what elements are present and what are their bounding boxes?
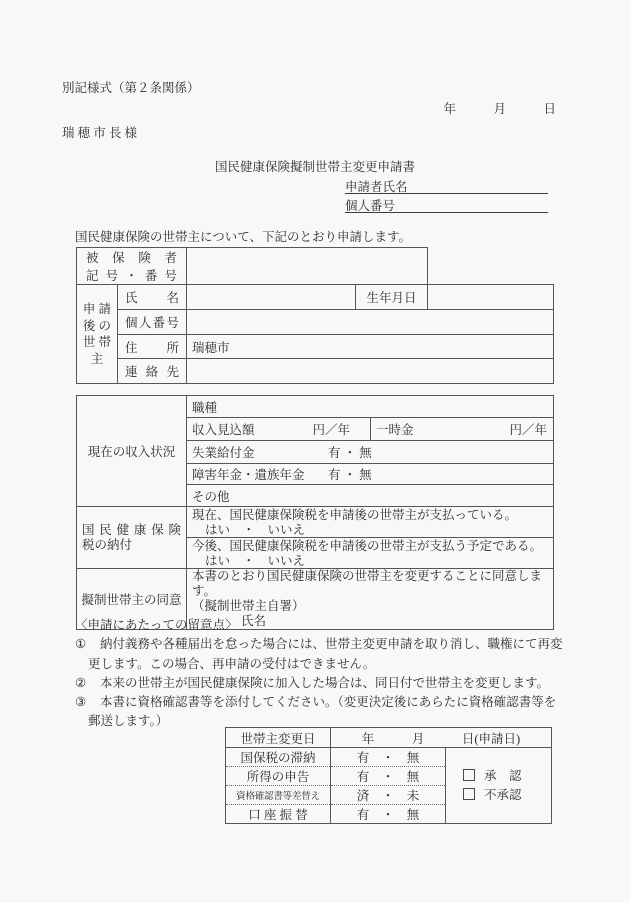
account-transfer-label: 口 座 振 替 bbox=[226, 805, 331, 824]
personal-number-label: 個人番号 bbox=[345, 199, 396, 213]
certificate-replace-label: 資格確認書等差替え bbox=[226, 786, 331, 805]
reject-checkbox bbox=[463, 788, 475, 800]
date-line: 年 月 日 bbox=[443, 102, 556, 116]
note-1: ① 納付義務や各種届出を怠った場合には、世帯主変更申請を取り消し、職権にて再変 bbox=[75, 635, 555, 654]
change-date-value: 年 月 日(申請日) bbox=[331, 728, 552, 748]
consent-name-label: 氏名 bbox=[241, 614, 267, 629]
contact-label: 連絡先 bbox=[118, 359, 187, 384]
income-tax-consent-table bbox=[76, 395, 554, 630]
lump-sum-label: 一時金 bbox=[376, 423, 414, 437]
approve-row bbox=[463, 767, 551, 786]
occupation-row: 職種 bbox=[187, 396, 554, 418]
form-reference: 別記様式（第２条関係） bbox=[62, 81, 200, 95]
pension-label: 障害年金・遺族年金 bbox=[192, 468, 305, 482]
change-date-label: 世帯主変更日 bbox=[226, 728, 331, 748]
income-report-label: 所得の申告 bbox=[226, 767, 331, 786]
lump-sum-unit: 円／年 bbox=[509, 423, 547, 437]
note-3-continued: 郵送します。） bbox=[88, 714, 169, 729]
other-row: その他 bbox=[187, 485, 554, 507]
personal-no-row-label: 個人番号 bbox=[118, 310, 187, 335]
certificate-replace-options: 済 ・ 未 bbox=[331, 786, 446, 805]
blank-area bbox=[428, 248, 554, 285]
nhi-tax-payment-section-label: 国民健康保険 税の納付 bbox=[77, 507, 187, 569]
form-title: 国民健康保険擬制世帯主変更申請書 bbox=[214, 160, 415, 174]
personal-no-row-value bbox=[187, 310, 554, 335]
unemployment-benefit-options: 有 ・ 無 bbox=[328, 446, 372, 460]
approval-cell bbox=[446, 748, 552, 824]
income-report-options: 有 ・ 無 bbox=[331, 767, 446, 786]
paying-now-row bbox=[187, 507, 554, 538]
paying-now-statement: 現在、国民健康保険税を申請後の世帯主が支払っている。 bbox=[192, 508, 518, 522]
intro-sentence: 国民健康保険の世帯主について、下記のとおり申請します。 bbox=[75, 230, 412, 244]
deemed-head-consent-section-label: 擬制世帯主の同意 bbox=[77, 569, 187, 630]
current-income-section-label: 現在の収入状況 bbox=[77, 396, 187, 507]
tax-arrears-label: 国保税の滞納 bbox=[226, 748, 331, 767]
addressee: 瑞 穂 市 長 様 bbox=[62, 126, 138, 140]
post-application-head-label: 申 請 後 の 世 帯 主 bbox=[77, 285, 118, 384]
consent-statement: 本書のとおり国民健康保険の世帯主を変更することに同意します。 bbox=[192, 569, 543, 599]
note-3: ③ 本書に資格確認書等を添付してください。（変更決定後にあらたに資格確認書等を bbox=[75, 693, 555, 712]
personal-number-field bbox=[345, 196, 548, 213]
address-label: 住所 bbox=[118, 335, 187, 359]
insured-symbol-number-label: 被保険者 記号・番号 bbox=[77, 248, 187, 285]
expected-income-cell bbox=[187, 418, 371, 441]
paying-future-statement: 今後、国民健康保険税を申請後の世帯主が支払う予定である。 bbox=[192, 539, 543, 554]
lump-sum-cell bbox=[371, 418, 554, 441]
paying-future-options: はい ・ いいえ bbox=[205, 553, 306, 568]
note-2-number: ② bbox=[75, 675, 87, 690]
office-use-table bbox=[225, 727, 552, 824]
note-3-number: ③ bbox=[75, 695, 87, 710]
notes-section bbox=[75, 616, 563, 732]
notes-heading: 〈申請にあたっての留意点〉 bbox=[75, 618, 238, 632]
unemployment-benefit-row bbox=[187, 441, 554, 464]
household-table bbox=[76, 247, 554, 384]
applicant-name-field bbox=[345, 177, 548, 194]
expected-income-unit: 円／年 bbox=[312, 423, 350, 437]
tax-arrears-options: 有 ・ 無 bbox=[331, 748, 446, 767]
birthdate-label: 生年月日 bbox=[356, 285, 428, 310]
paying-future-row bbox=[187, 538, 554, 569]
address-value: 瑞穂市 bbox=[187, 335, 554, 359]
approve-label: 承 認 bbox=[484, 768, 522, 783]
birthdate-value bbox=[428, 285, 554, 310]
account-transfer-options: 有 ・ 無 bbox=[331, 805, 446, 824]
pension-options: 有 ・ 無 bbox=[328, 468, 372, 482]
disability-survivor-pension-row bbox=[187, 464, 554, 485]
paying-now-options: はい ・ いいえ bbox=[205, 522, 306, 537]
name-value bbox=[187, 285, 356, 310]
note-2: ② 本来の世帯主が国民健康保険に加入した場合は、同日付で世帯主を変更します。 bbox=[75, 674, 555, 693]
applicant-name-label: 申請者氏名 bbox=[345, 180, 408, 194]
approve-checkbox bbox=[463, 769, 475, 781]
note-1-number: ① bbox=[75, 637, 87, 652]
reject-row bbox=[463, 786, 551, 805]
insured-symbol-number-value bbox=[187, 248, 428, 285]
expected-income-label: 収入見込額 bbox=[192, 423, 255, 437]
consent-self-sign: （擬制世帯主自署） bbox=[192, 599, 305, 614]
contact-value bbox=[187, 359, 554, 384]
reject-label: 不承認 bbox=[484, 787, 522, 802]
unemployment-benefit-label: 失業給付金 bbox=[192, 446, 255, 460]
note-1-continued: 更します。この場合、再申請の受付はできません。 bbox=[88, 656, 376, 671]
name-label: 氏名 bbox=[118, 285, 187, 310]
